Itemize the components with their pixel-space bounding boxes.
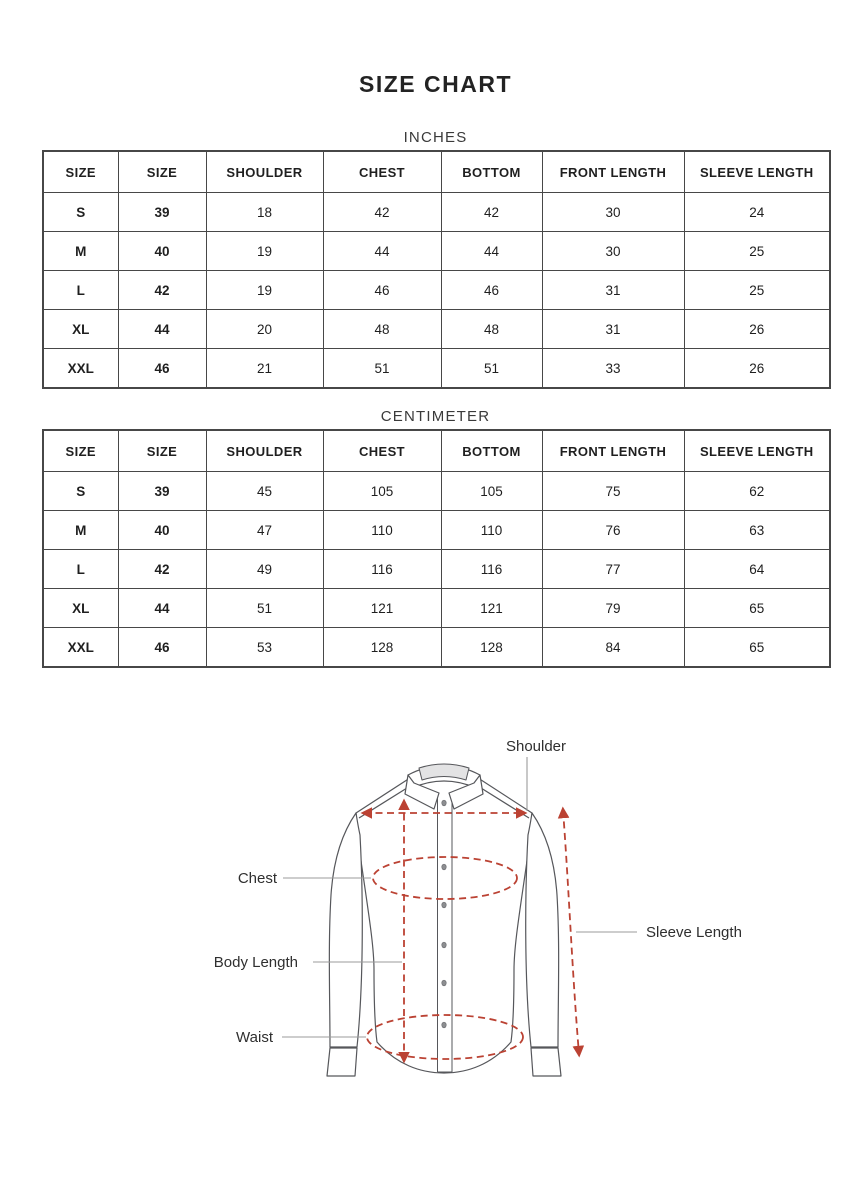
value-cell: 20 [206,310,323,349]
size-cell: XL [43,589,118,628]
size-cell: S [43,472,118,511]
value-cell: 26 [684,310,830,349]
shirt-right-sleeve [526,813,559,1047]
value-cell: 49 [206,550,323,589]
table-row [43,511,830,550]
value-cell: 128 [323,628,441,668]
value-cell: 63 [684,511,830,550]
table-row [43,550,830,589]
value-cell: 105 [441,472,542,511]
value-cell: 21 [206,349,323,389]
shirt-right-cuff [531,1048,561,1076]
value-cell: 110 [323,511,441,550]
value-cell: 121 [323,589,441,628]
size-cell: S [43,193,118,232]
column-header: SLEEVE LENGTH [684,151,830,193]
value-cell: 116 [441,550,542,589]
value-cell: 42 [118,271,206,310]
value-cell: 116 [323,550,441,589]
size-cell: XL [43,310,118,349]
value-cell: 62 [684,472,830,511]
value-cell: 51 [441,349,542,389]
placket-button [442,942,446,948]
value-cell: 110 [441,511,542,550]
value-cell: 75 [542,472,684,511]
value-cell: 19 [206,271,323,310]
value-cell: 42 [441,193,542,232]
value-cell: 105 [323,472,441,511]
value-cell: 64 [684,550,830,589]
value-cell: 44 [441,232,542,271]
value-cell: 26 [684,349,830,389]
placket-button [442,980,446,986]
column-header: SIZE [118,430,206,472]
shirt-illustration [327,764,561,1076]
shirt-left-cuff [327,1048,357,1076]
value-cell: 65 [684,628,830,668]
column-header: CHEST [323,151,441,193]
header-row [43,430,830,472]
value-cell: 45 [206,472,323,511]
value-cell: 51 [206,589,323,628]
value-cell: 46 [118,349,206,389]
value-cell: 42 [118,550,206,589]
value-cell: 44 [118,589,206,628]
value-cell: 40 [118,232,206,271]
inches-size-table [42,150,831,389]
value-cell: 44 [118,310,206,349]
value-cell: 48 [441,310,542,349]
table-row [43,472,830,511]
value-cell: 18 [206,193,323,232]
value-cell: 46 [441,271,542,310]
size-cell: M [43,511,118,550]
column-header: FRONT LENGTH [542,151,684,193]
column-header: SHOULDER [206,151,323,193]
value-cell: 33 [542,349,684,389]
table-row [43,310,830,349]
size-cell: XXL [43,349,118,389]
value-cell: 40 [118,511,206,550]
value-cell: 42 [323,193,441,232]
value-cell: 48 [323,310,441,349]
value-cell: 65 [684,589,830,628]
table-row [43,589,830,628]
table-row [43,349,830,389]
value-cell: 76 [542,511,684,550]
value-cell: 77 [542,550,684,589]
placket-button [442,902,446,908]
table-row [43,628,830,668]
value-cell: 25 [684,232,830,271]
table-row [43,232,830,271]
size-cell: L [43,271,118,310]
shirt-body [356,776,532,1073]
value-cell: 39 [118,472,206,511]
value-cell: 39 [118,193,206,232]
table-row [43,271,830,310]
value-cell: 44 [323,232,441,271]
shirt-measurement-diagram [0,730,851,1200]
placket-button [442,864,446,870]
value-cell: 121 [441,589,542,628]
column-header: BOTTOM [441,151,542,193]
value-cell: 30 [542,232,684,271]
page-title: SIZE CHART [359,71,512,97]
value-cell: 46 [323,271,441,310]
column-header: SLEEVE LENGTH [684,430,830,472]
column-header: FRONT LENGTH [542,430,684,472]
column-header: SIZE [43,430,118,472]
centimeter-size-table [42,429,831,668]
placket-button [442,1022,446,1028]
value-cell: 24 [684,193,830,232]
value-cell: 84 [542,628,684,668]
value-cell: 53 [206,628,323,668]
inches-label: INCHES [403,129,468,146]
shoulder-label: Shoulder [505,738,567,755]
table-row [43,193,830,232]
value-cell: 25 [684,271,830,310]
collar-button [442,800,446,806]
column-header: SHOULDER [206,430,323,472]
size-cell: L [43,550,118,589]
value-cell: 128 [441,628,542,668]
header-row [43,151,830,193]
value-cell: 31 [542,271,684,310]
value-cell: 30 [542,193,684,232]
column-header: BOTTOM [441,430,542,472]
waist-label: Waist [236,1029,273,1046]
shirt-left-sleeve [329,813,362,1047]
column-header: SIZE [118,151,206,193]
value-cell: 51 [323,349,441,389]
value-cell: 46 [118,628,206,668]
value-cell: 19 [206,232,323,271]
chest-label: Chest [237,870,277,887]
body-length-label: Body Length [213,954,298,971]
value-cell: 31 [542,310,684,349]
value-cell: 47 [206,511,323,550]
size-cell: XXL [43,628,118,668]
sleeve-length-label: Sleeve Length [646,924,742,941]
centimeter-label: CENTIMETER [380,408,491,425]
size-cell: M [43,232,118,271]
column-header: CHEST [323,430,441,472]
column-header: SIZE [43,151,118,193]
value-cell: 79 [542,589,684,628]
